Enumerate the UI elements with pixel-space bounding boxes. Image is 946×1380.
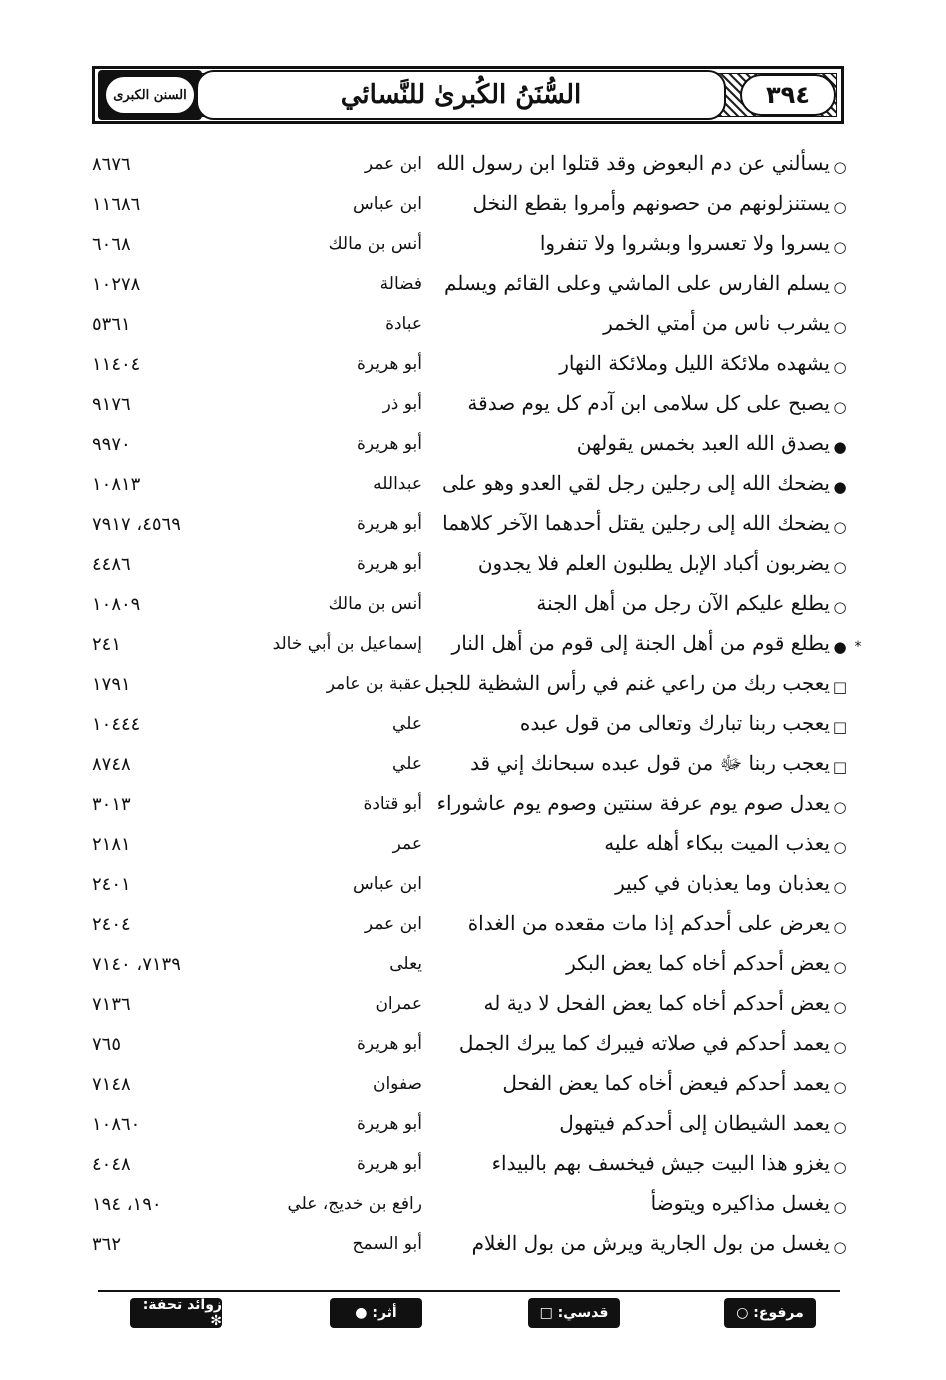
list-item <box>0 469 946 509</box>
list-item <box>0 349 946 389</box>
entry-type-icon: ● <box>833 638 847 656</box>
narrator-name: أنس بن مالك <box>328 594 422 614</box>
entry-type-icon: ○ <box>833 398 847 416</box>
narrator-name: ابن عمر <box>364 914 422 934</box>
hadith-text: يسألني عن دم البعوض وقد قتلوا ابن رسول الله <box>436 151 830 175</box>
list-item <box>0 549 946 589</box>
narrator-name: أبو هريرة <box>356 554 422 574</box>
hadith-number: ٩٩٧٠ <box>92 434 131 455</box>
book-seal-text: السنن الكبرى <box>104 75 196 115</box>
narrator-name: أبو قتادة <box>363 794 422 814</box>
zawaid-star-icon <box>850 277 866 297</box>
hadith-text: يغسل مذاكيره ويتوضأ <box>650 1191 830 1215</box>
entry-type-icon: ○ <box>833 158 847 176</box>
hadith-number: ٤٥٦٩، ٧٩١٧ <box>92 514 181 535</box>
hadith-text: يعمد أحدكم في صلاته فيبرك كما يبرك الجمل <box>458 1031 830 1055</box>
page-number: ٣٩٤ <box>740 74 836 116</box>
narrator-name: ابن عباس <box>352 874 422 894</box>
narrator-name: علي <box>392 754 422 774</box>
zawaid-star-icon: * <box>854 639 862 655</box>
hadith-number: ١٠٢٧٨ <box>92 274 141 295</box>
hadith-number: ١٧٩١ <box>92 674 131 695</box>
hadith-text: يطلع قوم من أهل الجنة إلى قوم من أهل النار <box>451 631 830 655</box>
hadith-text: يعجب ربنا ﷻ من قول عبده سبحانك إني قد <box>470 751 830 775</box>
list-item <box>0 1069 946 1109</box>
hadith-number: ١٩٠، ١٩٤ <box>92 1194 162 1215</box>
zawaid-star-icon <box>850 437 866 457</box>
hadith-text: يستنزلونهم من حصونهم وأمروا بقطع النخل <box>472 191 830 215</box>
legend-zawaid: زوائد تحفة: ✻ <box>130 1298 222 1328</box>
hadith-number: ١١٦٨٦ <box>92 194 141 215</box>
narrator-name: أبو هريرة <box>356 434 422 454</box>
entry-type-icon: □ <box>832 718 848 736</box>
zawaid-star-icon <box>850 1117 866 1137</box>
zawaid-star-icon <box>850 797 866 817</box>
narrator-name: رافع بن خديج، علي <box>287 1194 422 1214</box>
hadith-text: يعذب الميت ببكاء أهله عليه <box>604 831 830 855</box>
zawaid-star-icon <box>850 557 866 577</box>
zawaid-star-icon <box>850 1037 866 1057</box>
list-item <box>0 309 946 349</box>
list-item <box>0 1029 946 1069</box>
hadith-text: يعض أحدكم أخاه كما يعض الفحل لا دية له <box>483 991 830 1015</box>
entry-type-icon: ○ <box>833 1038 847 1056</box>
legend-marfu: مرفوع: ○ <box>724 1298 816 1328</box>
entry-type-icon: ○ <box>833 1158 847 1176</box>
zawaid-star-icon <box>850 917 866 937</box>
narrator-name: أبو هريرة <box>356 514 422 534</box>
hadith-number: ٤٠٤٨ <box>92 1154 131 1175</box>
list-item <box>0 909 946 949</box>
entry-type-icon: ● <box>833 438 847 456</box>
narrator-name: أبو هريرة <box>356 1114 422 1134</box>
narrator-name: عبدالله <box>373 474 422 494</box>
hadith-number: ٢٤١ <box>92 634 122 655</box>
list-item <box>0 269 946 309</box>
narrator-name: عقبة بن عامر <box>326 674 422 694</box>
entry-type-icon: ○ <box>833 998 847 1016</box>
hadith-number: ٧١٤٨ <box>92 1074 131 1095</box>
entry-type-icon: ○ <box>833 198 847 216</box>
entry-type-icon: ○ <box>833 1078 847 1096</box>
hadith-text: يشرب ناس من أمتي الخمر <box>603 311 830 335</box>
hadith-number: ٧١٣٩، ٧١٤٠ <box>92 954 181 975</box>
hadith-number: ١٠٤٤٤ <box>92 714 141 735</box>
narrator-name: أبو هريرة <box>356 1154 422 1174</box>
footer-divider <box>98 1290 840 1292</box>
entry-type-icon: □ <box>832 678 848 696</box>
hadith-number: ٧٦٥ <box>92 1034 122 1055</box>
entry-type-icon: ○ <box>833 1118 847 1136</box>
hadith-number: ٢٤٠٤ <box>92 914 131 935</box>
hadith-text: يعمد أحدكم فيعض أخاه كما يعض الفحل <box>502 1071 830 1095</box>
list-item <box>0 1229 946 1269</box>
entry-type-icon: ○ <box>833 318 847 336</box>
narrator-name: أبو هريرة <box>356 354 422 374</box>
zawaid-star-icon <box>850 397 866 417</box>
zawaid-star-icon <box>850 717 866 737</box>
book-title: السُّنَنُ الكُبرىٰ للنَّسائي <box>196 70 726 120</box>
narrator-name: يعلى <box>389 954 422 974</box>
list-item <box>0 1109 946 1149</box>
book-seal-ornament <box>98 70 202 120</box>
hadith-text: يسلم الفارس على الماشي وعلى القائم ويسلم <box>444 271 830 295</box>
zawaid-star-icon <box>850 1157 866 1177</box>
entry-type-icon: ○ <box>833 878 847 896</box>
narrator-name: ابن عمر <box>364 154 422 174</box>
zawaid-star-icon <box>850 677 866 697</box>
hadith-number: ٥٣٦١ <box>92 314 131 335</box>
hadith-number: ٧١٣٦ <box>92 994 131 1015</box>
hadith-number: ١١٤٠٤ <box>92 354 141 375</box>
legend-qudsi: قدسي: □ <box>528 1298 620 1328</box>
narrator-name: صفوان <box>372 1074 422 1094</box>
list-item <box>0 1189 946 1229</box>
hadith-text: يعذبان وما يعذبان في كبير <box>615 871 830 895</box>
hadith-text: يعض أحدكم أخاه كما يعض البكر <box>566 951 830 975</box>
zawaid-star-icon <box>850 197 866 217</box>
entry-type-icon: ○ <box>833 798 847 816</box>
list-item <box>0 389 946 429</box>
hadith-text: يضربون أكباد الإبل يطلبون العلم فلا يجدون <box>477 551 830 575</box>
entry-type-icon: ○ <box>833 558 847 576</box>
zawaid-star-icon <box>850 837 866 857</box>
hadith-number: ١٠٨١٣ <box>92 474 141 495</box>
zawaid-star-icon <box>850 517 866 537</box>
list-item <box>0 589 946 629</box>
zawaid-star-icon <box>850 957 866 977</box>
hadith-text: يضحك الله إلى رجلين يقتل أحدهما الآخر كلاهما <box>442 511 830 535</box>
hadith-number: ٢٤٠١ <box>92 874 131 895</box>
entry-type-icon: ○ <box>833 518 847 536</box>
list-item <box>0 509 946 549</box>
narrator-name: أنس بن مالك <box>328 234 422 254</box>
hadith-text: يصبح على كل سلامى ابن آدم كل يوم صدقة <box>467 391 830 415</box>
hadith-number: ٣٦٢ <box>92 1234 122 1255</box>
hadith-number: ١٠٨٠٩ <box>92 594 141 615</box>
list-item <box>0 189 946 229</box>
zawaid-star-icon <box>850 597 866 617</box>
hadith-number: ٣٠١٣ <box>92 794 131 815</box>
entry-type-icon: □ <box>832 758 848 776</box>
list-item <box>0 949 946 989</box>
legend-athar: أثر: ● <box>330 1298 422 1328</box>
list-item <box>0 429 946 469</box>
list-item <box>0 869 946 909</box>
list-item <box>0 789 946 829</box>
zawaid-star-icon <box>850 877 866 897</box>
hadith-text: يعدل صوم يوم عرفة سنتين وصوم يوم عاشوراء <box>436 791 830 815</box>
hadith-number: ٦٠٦٨ <box>92 234 131 255</box>
zawaid-star-icon <box>850 757 866 777</box>
zawaid-star-icon <box>850 1077 866 1097</box>
hadith-number: ١٠٨٦٠ <box>92 1114 141 1135</box>
list-item <box>0 709 946 749</box>
narrator-name: أبو السمح <box>352 1234 422 1254</box>
list-item <box>0 149 946 189</box>
entry-type-icon: ○ <box>833 598 847 616</box>
hadith-number: ٨٧٤٨ <box>92 754 131 775</box>
narrator-name: عبادة <box>385 314 422 334</box>
hadith-text: يعجب ربك من راعي غنم في رأس الشظية للجبل <box>424 671 830 695</box>
narrator-name: عمر <box>392 834 422 854</box>
narrator-name: إسماعيل بن أبي خالد <box>272 634 422 654</box>
list-item <box>0 989 946 1029</box>
hadith-text: يغسل من بول الجارية ويرش من بول الغلام <box>471 1231 830 1255</box>
zawaid-star-icon <box>850 357 866 377</box>
entry-type-icon: ○ <box>833 1238 847 1256</box>
list-item <box>0 829 946 869</box>
hadith-text: يعجب ربنا تبارك وتعالى من قول عبده <box>519 711 830 735</box>
entry-type-icon: ○ <box>833 958 847 976</box>
zawaid-star-icon <box>850 477 866 497</box>
narrator-name: أبو هريرة <box>356 1034 422 1054</box>
hadith-number: ٤٤٨٦ <box>92 554 131 575</box>
zawaid-star-icon <box>850 157 866 177</box>
hadith-number: ٨٦٧٦ <box>92 154 131 175</box>
entry-type-icon: ○ <box>833 918 847 936</box>
entry-type-icon: ○ <box>833 1198 847 1216</box>
hadith-text: يعمد الشيطان إلى أحدكم فيتهول <box>559 1111 830 1135</box>
hadith-text: يعرض على أحدكم إذا مات مقعده من الغداة <box>467 911 830 935</box>
entry-type-icon: ○ <box>833 238 847 256</box>
entry-type-icon: ● <box>833 478 847 496</box>
list-item <box>0 749 946 789</box>
zawaid-star-icon <box>850 317 866 337</box>
zawaid-star-icon <box>850 237 866 257</box>
list-item <box>0 229 946 269</box>
hadith-text: يصدق الله العبد بخمس يقولهن <box>576 431 830 455</box>
hadith-text: يطلع عليكم الآن رجل من أهل الجنة <box>536 591 830 615</box>
zawaid-star-icon <box>850 1197 866 1217</box>
narrator-name: ابن عباس <box>352 194 422 214</box>
narrator-name: أبو ذر <box>382 394 422 414</box>
zawaid-star-icon <box>850 1237 866 1257</box>
list-item <box>0 669 946 709</box>
hadith-text: يشهده ملائكة الليل وملائكة النهار <box>559 351 830 375</box>
zawaid-star-icon <box>850 997 866 1017</box>
list-item <box>0 629 946 669</box>
hadith-text: يغزو هذا البيت جيش فيخسف بهم بالبيداء <box>491 1151 830 1175</box>
hadith-number: ٢١٨١ <box>92 834 131 855</box>
narrator-name: علي <box>392 714 422 734</box>
hadith-text: يضحك الله إلى رجلين رجل لقي العدو وهو على <box>441 471 830 495</box>
hadith-number: ٩١٧٦ <box>92 394 131 415</box>
list-item <box>0 1149 946 1189</box>
narrator-name: فضالة <box>379 274 422 294</box>
entry-type-icon: ○ <box>833 358 847 376</box>
entry-type-icon: ○ <box>833 838 847 856</box>
narrator-name: عمران <box>375 994 422 1014</box>
hadith-text: يسروا ولا تعسروا وبشروا ولا تنفروا <box>539 231 830 255</box>
entry-type-icon: ○ <box>833 278 847 296</box>
